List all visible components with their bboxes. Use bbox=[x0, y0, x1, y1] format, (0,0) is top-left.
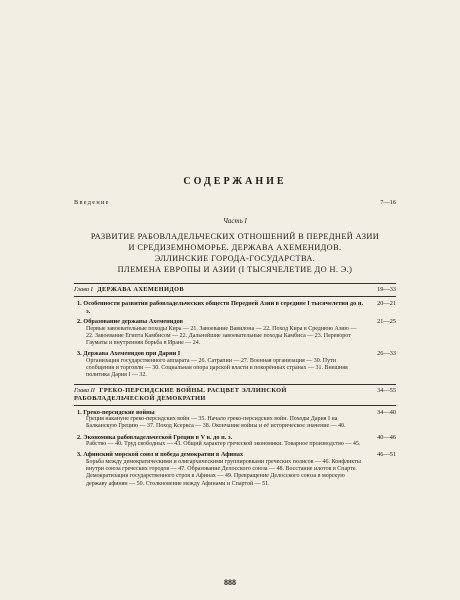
section-title: 2. Экономика рабовладельческой Греции в V в. до н. э. bbox=[77, 433, 233, 441]
toc-chapter-1[interactable] bbox=[74, 286, 396, 294]
section-pages: 34—40 bbox=[377, 408, 396, 416]
section-title: 3. Афинский морской союз и победа демократии в Афинах bbox=[77, 451, 244, 459]
chapter-number: Глава II bbox=[74, 386, 95, 394]
table-of-contents bbox=[74, 176, 396, 488]
toc-section[interactable] bbox=[74, 318, 396, 326]
section-pages: 40—46 bbox=[377, 433, 396, 441]
toc-section[interactable] bbox=[74, 300, 396, 315]
section-title: 3. Держава Ахеменидов при Дарии I bbox=[77, 350, 181, 358]
section-pages: 46—51 bbox=[377, 451, 396, 459]
section-pages: 26—33 bbox=[377, 350, 396, 358]
section-subtopics: Борьба между демократическими и олигархическими группировками греческих полисов — 46. Конфликты внутри союза греческих городов — 47. Образование Делосского союза — 48. Восстание илотов в Спарте. Демократизация государственного строя в Афинах — 49. Превращение Делосского союза в морскую державу афинян — 50. Столкновение между Афинами и Спартой — 51. bbox=[86, 458, 361, 487]
section-pages: 20—21 bbox=[377, 300, 396, 307]
intro-pages: 7—16 bbox=[380, 199, 396, 206]
section-subtopics: Рабство — 40. Труд свободных — 43. Общий характер греческой экономики. Товарное производство — 45. bbox=[86, 441, 361, 448]
chapter-pages: 34—55 bbox=[377, 386, 396, 394]
divider bbox=[74, 405, 396, 406]
part-title-line: ЭЛЛИНСКИЕ ГОРОДА-ГОСУДАРСТВА. bbox=[154, 254, 316, 263]
toc-chapter-2[interactable] bbox=[74, 387, 396, 403]
chapter-title: ГРЕКО-ПЕРСИДСКИЕ ВОЙНЫ. РАСЦВЕТ ЭЛЛИНСКОЙ РАБОВЛАДЕЛЬЧЕСКОЙ ДЕМОКРАТИИ bbox=[74, 386, 287, 402]
section-subtopics: Первые завоевательные походы Кира — 21. Завоевание Вавилона — 22. Поход Кира в Среднюю Азию — 22. Завоевание Египта Камбисом — 22. Дальнейшие завоевательные походы Камбиса — 23. Переворот Гауматы и внутренняя борьба в Иране — 24. bbox=[86, 325, 357, 347]
section-subtopics: Греция накануне греко-персидских войн — 35. Начало греко-персидских войн. Походы Дария I на Балканскую Грецию — 37. Поход Ксеркса — 38. Окончание войны и её историческое значение — 40. bbox=[86, 416, 346, 430]
toc-heading: СОДЕРЖАНИЕ bbox=[183, 176, 287, 187]
divider bbox=[74, 384, 396, 385]
intro-label: Введение bbox=[74, 199, 110, 206]
section-subtopics: Организация государственного аппарата — 26. Сатрапии — 27. Военная организация — 30. Пути сообщения и торговли — 30. Социальная опора царской власти в покорённых странах — 31. Внешняя политика Дария I — 32. bbox=[86, 357, 348, 379]
section-title: 1. Греко-персидские войны bbox=[77, 408, 155, 416]
toc-entry-intro[interactable] bbox=[74, 199, 396, 207]
part-title-line: И СРЕДИЗЕМНОМОРЬЕ. ДЕРЖАВА АХЕМЕНИДОВ. bbox=[128, 243, 342, 252]
part-title-line: ПЛЕМЕНА ЕВРОПЫ И АЗИИ (I ТЫСЯЧЕЛЕТИЕ ДО Н. Э.) bbox=[117, 265, 353, 274]
chapter-pages: 19—33 bbox=[377, 286, 396, 293]
section-title: 1. Особенности развития рабовладельческих обществ Передней Азии в середине I тысячелетия до н. э. bbox=[77, 300, 364, 315]
divider bbox=[74, 283, 396, 284]
section-pages: 21—25 bbox=[377, 318, 396, 326]
part-label: Часть I bbox=[223, 217, 247, 225]
part-title bbox=[74, 231, 396, 275]
toc-section[interactable] bbox=[74, 451, 396, 459]
chapter-number: Глава I bbox=[74, 286, 93, 293]
part-title-line: РАЗВИТИЕ РАБОВЛАДЕЛЬЧЕСКИХ ОТНОШЕНИЙ В ПЕРЕДНЕЙ АЗИИ bbox=[90, 232, 380, 241]
section-title: 2. Образование державы Ахеменидов bbox=[77, 318, 183, 326]
chapter-title: ДЕРЖАВА АХЕМЕНИДОВ bbox=[97, 286, 185, 293]
page-number: 888 bbox=[224, 578, 236, 587]
divider bbox=[74, 296, 396, 297]
toc-section[interactable] bbox=[74, 350, 396, 358]
